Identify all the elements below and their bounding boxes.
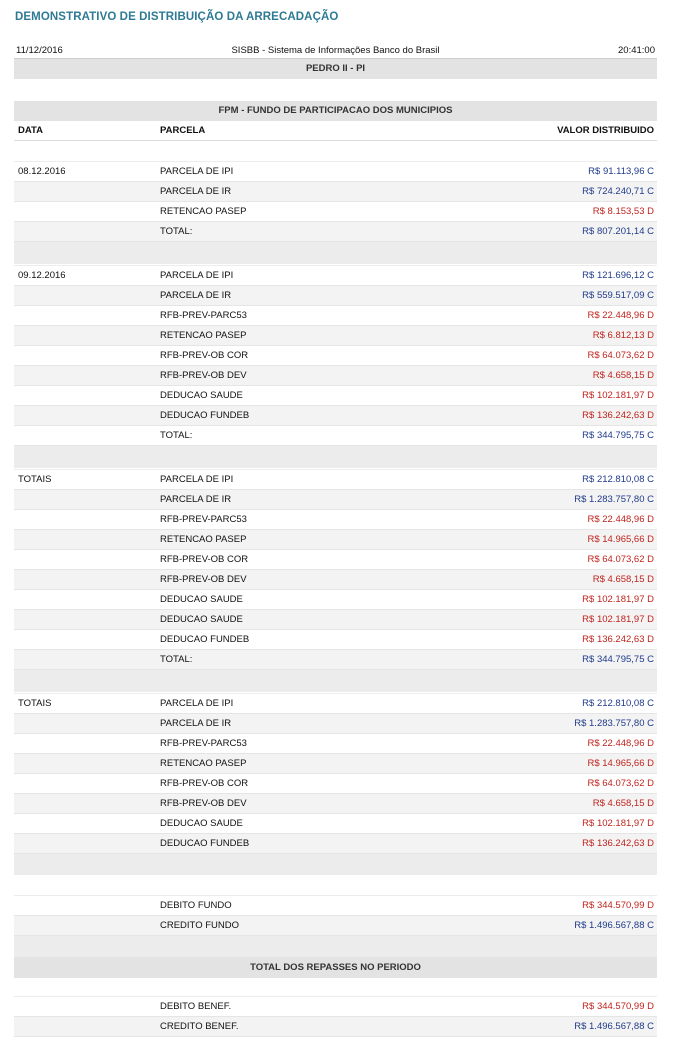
row-parcela: DEDUCAO FUNDEB — [160, 634, 250, 645]
table-row — [14, 570, 657, 590]
col-data: DATA — [18, 125, 43, 136]
spacer — [14, 141, 657, 162]
table-row — [14, 202, 657, 222]
row-valor: R$ 102.181,97 D — [582, 614, 654, 625]
fund-title-bar: FPM - FUNDO DE PARTICIPACAO DOS MUNICIPIOS — [14, 101, 657, 121]
row-parcela: PARCELA DE IR — [160, 186, 232, 197]
row-valor: R$ 344.795,75 C — [582, 430, 654, 441]
report-header-line — [14, 43, 657, 59]
row-parcela: DEDUCAO SAUDE — [160, 818, 243, 829]
table-row — [14, 814, 657, 834]
table-row — [14, 366, 657, 386]
row-valor: R$ 4.658,15 D — [592, 574, 654, 585]
row-parcela: RFB-PREV-OB COR — [160, 778, 249, 789]
row-parcela: PARCELA DE IPI — [160, 698, 234, 709]
table-row — [14, 714, 657, 734]
row-valor: R$ 344.570,99 D — [582, 1001, 654, 1012]
spacer — [14, 670, 657, 692]
table-row — [14, 734, 657, 754]
table-row — [14, 1017, 657, 1037]
row-parcela: DEDUCAO FUNDEB — [160, 410, 250, 421]
row-parcela: RFB-PREV-OB COR — [160, 554, 249, 565]
spacer — [14, 978, 657, 997]
row-valor: R$ 102.181,97 D — [582, 390, 654, 401]
spacer — [14, 936, 657, 957]
page-title: DEMONSTRATIVO DE DISTRIBUIÇÃO DA ARRECADAÇÃO — [15, 11, 339, 23]
report — [14, 43, 657, 1037]
beneficiary-bar: PEDRO II - PI — [14, 59, 657, 79]
row-parcela: RFB-PREV-PARC53 — [160, 310, 247, 321]
row-parcela: DEDUCAO SAUDE — [160, 390, 243, 401]
row-valor: R$ 136.242,63 D — [582, 410, 654, 421]
table-row — [14, 754, 657, 774]
row-date: 09.12.2016 — [18, 270, 66, 281]
table-row — [14, 916, 657, 936]
row-parcela: RETENCAO PASEP — [160, 206, 247, 217]
row-valor: R$ 8.153,53 D — [592, 206, 654, 217]
row-parcela: RETENCAO PASEP — [160, 330, 247, 341]
system-name: SISBB - Sistema de Informações Banco do Brasil — [231, 45, 440, 56]
table-row — [14, 406, 657, 426]
row-parcela: DEDUCAO SAUDE — [160, 614, 243, 625]
row-date: TOTAIS — [18, 474, 52, 485]
table-row — [14, 530, 657, 550]
row-valor: R$ 14.965,66 D — [587, 758, 654, 769]
col-valor: VALOR DISTRIBUIDO — [557, 125, 654, 136]
table-row — [14, 346, 657, 366]
table-row — [14, 162, 657, 182]
row-valor: R$ 14.965,66 D — [587, 534, 654, 545]
row-parcela: DEDUCAO FUNDEB — [160, 838, 250, 849]
spacer — [14, 242, 657, 264]
row-valor: R$ 1.283.757,80 C — [574, 718, 654, 729]
row-parcela: DEBITO FUNDO — [160, 900, 232, 911]
row-parcela: DEDUCAO SAUDE — [160, 594, 243, 605]
row-valor: R$ 807.201,14 C — [582, 226, 654, 237]
spacer — [14, 875, 657, 896]
row-valor: R$ 64.073,62 D — [587, 554, 654, 565]
row-parcela: PARCELA DE IR — [160, 718, 232, 729]
row-valor: R$ 102.181,97 D — [582, 594, 654, 605]
col-parcela: PARCELA — [160, 125, 206, 136]
row-valor: R$ 559.517,09 C — [582, 290, 654, 301]
table-row — [14, 650, 657, 670]
table-row — [14, 266, 657, 286]
table-row — [14, 590, 657, 610]
row-parcela: RETENCAO PASEP — [160, 534, 247, 545]
row-parcela: RFB-PREV-PARC53 — [160, 514, 247, 525]
table-row — [14, 490, 657, 510]
row-parcela: PARCELA DE IPI — [160, 270, 234, 281]
table-row — [14, 306, 657, 326]
repasses-title-bar: TOTAL DOS REPASSES NO PERIODO — [14, 957, 657, 978]
row-valor: R$ 1.496.567,88 C — [574, 920, 654, 931]
row-valor: R$ 91.113,96 C — [588, 166, 654, 177]
row-valor: R$ 344.795,75 C — [582, 654, 654, 665]
table-row — [14, 470, 657, 490]
row-parcela: RETENCAO PASEP — [160, 758, 247, 769]
row-valor: R$ 344.570,99 D — [582, 900, 654, 911]
report-date: 11/12/2016 — [16, 45, 63, 56]
table-row — [14, 182, 657, 202]
row-valor: R$ 136.242,63 D — [582, 838, 654, 849]
row-parcela: RFB-PREV-OB COR — [160, 350, 249, 361]
table-row — [14, 834, 657, 854]
row-parcela: RFB-PREV-OB DEV — [160, 574, 247, 585]
row-parcela: TOTAL: — [160, 226, 193, 237]
row-parcela: PARCELA DE IR — [160, 494, 232, 505]
row-valor: R$ 724.240,71 C — [582, 186, 654, 197]
row-valor: R$ 102.181,97 D — [582, 818, 654, 829]
table-row — [14, 694, 657, 714]
table-row — [14, 550, 657, 570]
row-valor: R$ 212.810,08 C — [582, 474, 654, 485]
spacer — [14, 446, 657, 468]
row-valor: R$ 6.812,13 D — [592, 330, 654, 341]
table-row — [14, 630, 657, 650]
table-row — [14, 896, 657, 916]
row-parcela: CREDITO FUNDO — [160, 920, 239, 931]
row-valor: R$ 1.496.567,88 C — [574, 1021, 654, 1032]
row-parcela: RFB-PREV-OB DEV — [160, 798, 247, 809]
row-parcela: CREDITO BENEF. — [160, 1021, 239, 1032]
row-parcela: PARCELA DE IR — [160, 290, 232, 301]
column-header — [14, 121, 657, 141]
row-parcela: TOTAL: — [160, 430, 193, 441]
table-row — [14, 222, 657, 242]
row-valor: R$ 212.810,08 C — [582, 698, 654, 709]
row-valor: R$ 64.073,62 D — [587, 778, 654, 789]
report-time: 20:41:00 — [618, 45, 655, 56]
row-parcela: TOTAL: — [160, 654, 193, 665]
row-parcela: PARCELA DE IPI — [160, 474, 234, 485]
repasses-rows — [14, 997, 657, 1037]
row-valor: R$ 64.073,62 D — [587, 350, 654, 361]
spacer — [14, 79, 657, 101]
row-valor: R$ 136.242,63 D — [582, 634, 654, 645]
row-valor: R$ 1.283.757,80 C — [574, 494, 654, 505]
table-row — [14, 426, 657, 446]
row-parcela: RFB-PREV-OB DEV — [160, 370, 247, 381]
table-row — [14, 386, 657, 406]
row-parcela: PARCELA DE IPI — [160, 166, 234, 177]
row-date: 08.12.2016 — [18, 166, 66, 177]
row-valor: R$ 22.448,96 D — [587, 514, 654, 525]
table-row — [14, 997, 657, 1017]
row-date: TOTAIS — [18, 698, 52, 709]
table-row — [14, 794, 657, 814]
row-valor: R$ 22.448,96 D — [587, 310, 654, 321]
row-parcela: DEBITO BENEF. — [160, 1001, 232, 1012]
row-valor: R$ 4.658,15 D — [592, 798, 654, 809]
table-row — [14, 286, 657, 306]
groups-container — [14, 141, 657, 854]
table-row — [14, 774, 657, 794]
spacer — [14, 854, 657, 875]
fund-totals — [14, 854, 657, 936]
row-valor: R$ 4.658,15 D — [592, 370, 654, 381]
row-valor: R$ 22.448,96 D — [587, 738, 654, 749]
table-row — [14, 510, 657, 530]
row-parcela: RFB-PREV-PARC53 — [160, 738, 247, 749]
table-row — [14, 610, 657, 630]
row-valor: R$ 121.696,12 C — [582, 270, 654, 281]
table-row — [14, 326, 657, 346]
